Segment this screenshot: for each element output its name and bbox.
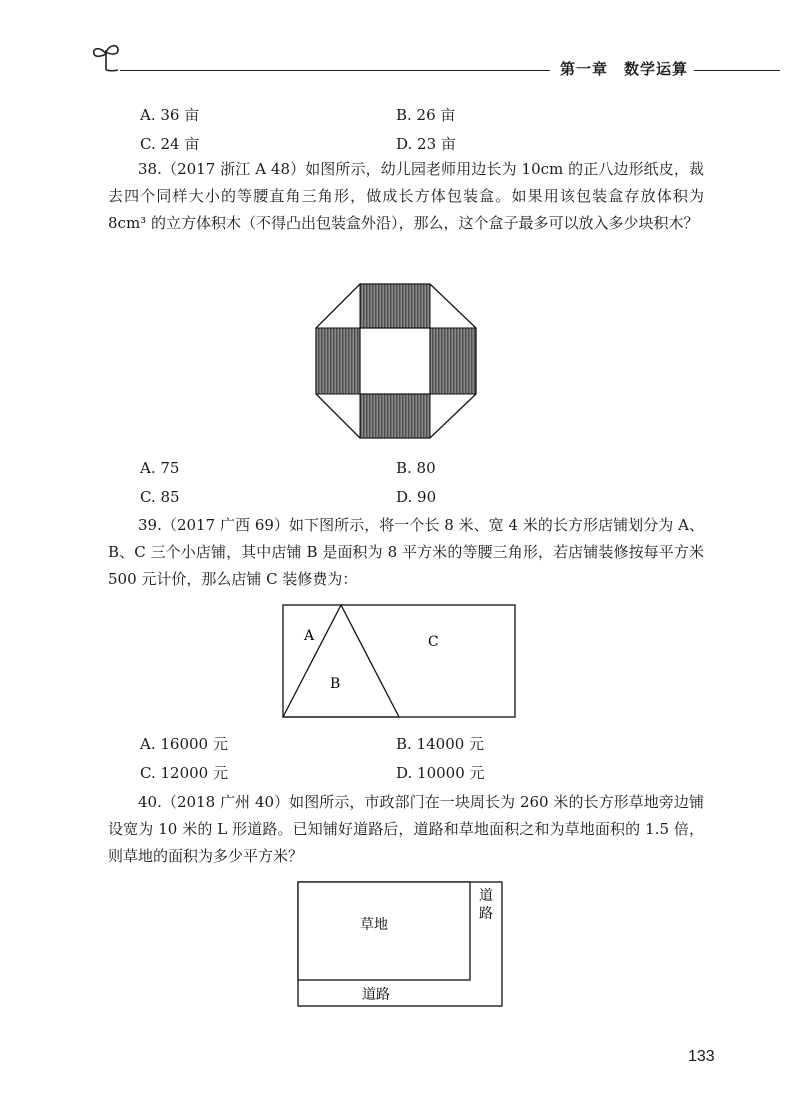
- q38-option-c: C. 85: [140, 488, 180, 506]
- q38-option-b: B. 80: [396, 459, 436, 477]
- q38-question-text: 38.（2017 浙江 A 48）如图所示，幼儿园老师用边长为 10cm 的正八边形纸皮，裁去四个同样大小的等腰直角三角形，做成长方体包装盒。如果用该包装盒存放体积为 8cm³ 的立方体积木（不得凸出包装盒外沿），那么，这个盒子最多可以放入多少块积木？: [108, 160, 704, 232]
- q38-panel-left: [316, 328, 360, 394]
- q38-option-d: D. 90: [396, 488, 437, 506]
- q40-label-grass: 草地: [360, 917, 388, 933]
- q37-option-c: C. 24 亩: [140, 135, 200, 153]
- q39-label-a: A: [304, 628, 315, 644]
- q39-question: [108, 512, 704, 593]
- q39-option-c: C. 12000 元: [140, 764, 228, 782]
- q39-option-a: A. 16000 元: [140, 735, 228, 753]
- q38-octagon-figure: [312, 282, 480, 440]
- q40-question-text: 40.（2018 广州 40）如图所示，市政部门在一块周长为 260 米的长方形草地旁边铺设宽为 10 米的 L 形道路。已知铺好道路后，道路和草地面积之和为草地面积的 1.5 倍，则草地的面积为多少平方米？: [108, 793, 704, 865]
- q40-question: [108, 789, 704, 870]
- q40-road-figure: [296, 880, 504, 1008]
- q39-shop-figure: [280, 602, 518, 720]
- q40-label-road-bottom: 道路: [362, 987, 390, 1003]
- q38-panel-bottom: [360, 394, 430, 438]
- q38-panel-right: [430, 328, 476, 394]
- q39-rectangle: [283, 605, 515, 717]
- q39-question-text: 39.（2017 广西 69）如下图所示，将一个长 8 米、宽 4 米的长方形店铺划分为 A、B、C 三个小店铺，其中店铺 B 是面积为 8 平方米的等腰三角形，若店铺装修按每平方米 500 元计价，那么店铺 C 装修费为：: [108, 516, 704, 588]
- q38-option-a: A. 75: [140, 459, 180, 477]
- header-rule-left: [120, 70, 550, 71]
- header-rule-right: [694, 70, 780, 71]
- q37-option-a: A. 36 亩: [140, 106, 200, 124]
- q39-label-c: C: [428, 634, 439, 650]
- q40-label-road-right-1: 道: [479, 888, 493, 904]
- q37-option-b: B. 26 亩: [396, 106, 456, 124]
- chapter-title: 第一章 数学运算: [560, 60, 689, 78]
- q38-center-base: [360, 328, 430, 394]
- q39-option-b: B. 14000 元: [396, 735, 485, 753]
- q40-label-road-right-2: 路: [479, 906, 493, 922]
- q38-question: [108, 156, 704, 237]
- page-number: 133: [688, 1048, 715, 1065]
- q39-label-b: B: [330, 676, 341, 692]
- q37-option-d: D. 23 亩: [396, 135, 456, 153]
- q38-panel-top: [360, 284, 430, 328]
- q39-option-d: D. 10000 元: [396, 764, 485, 782]
